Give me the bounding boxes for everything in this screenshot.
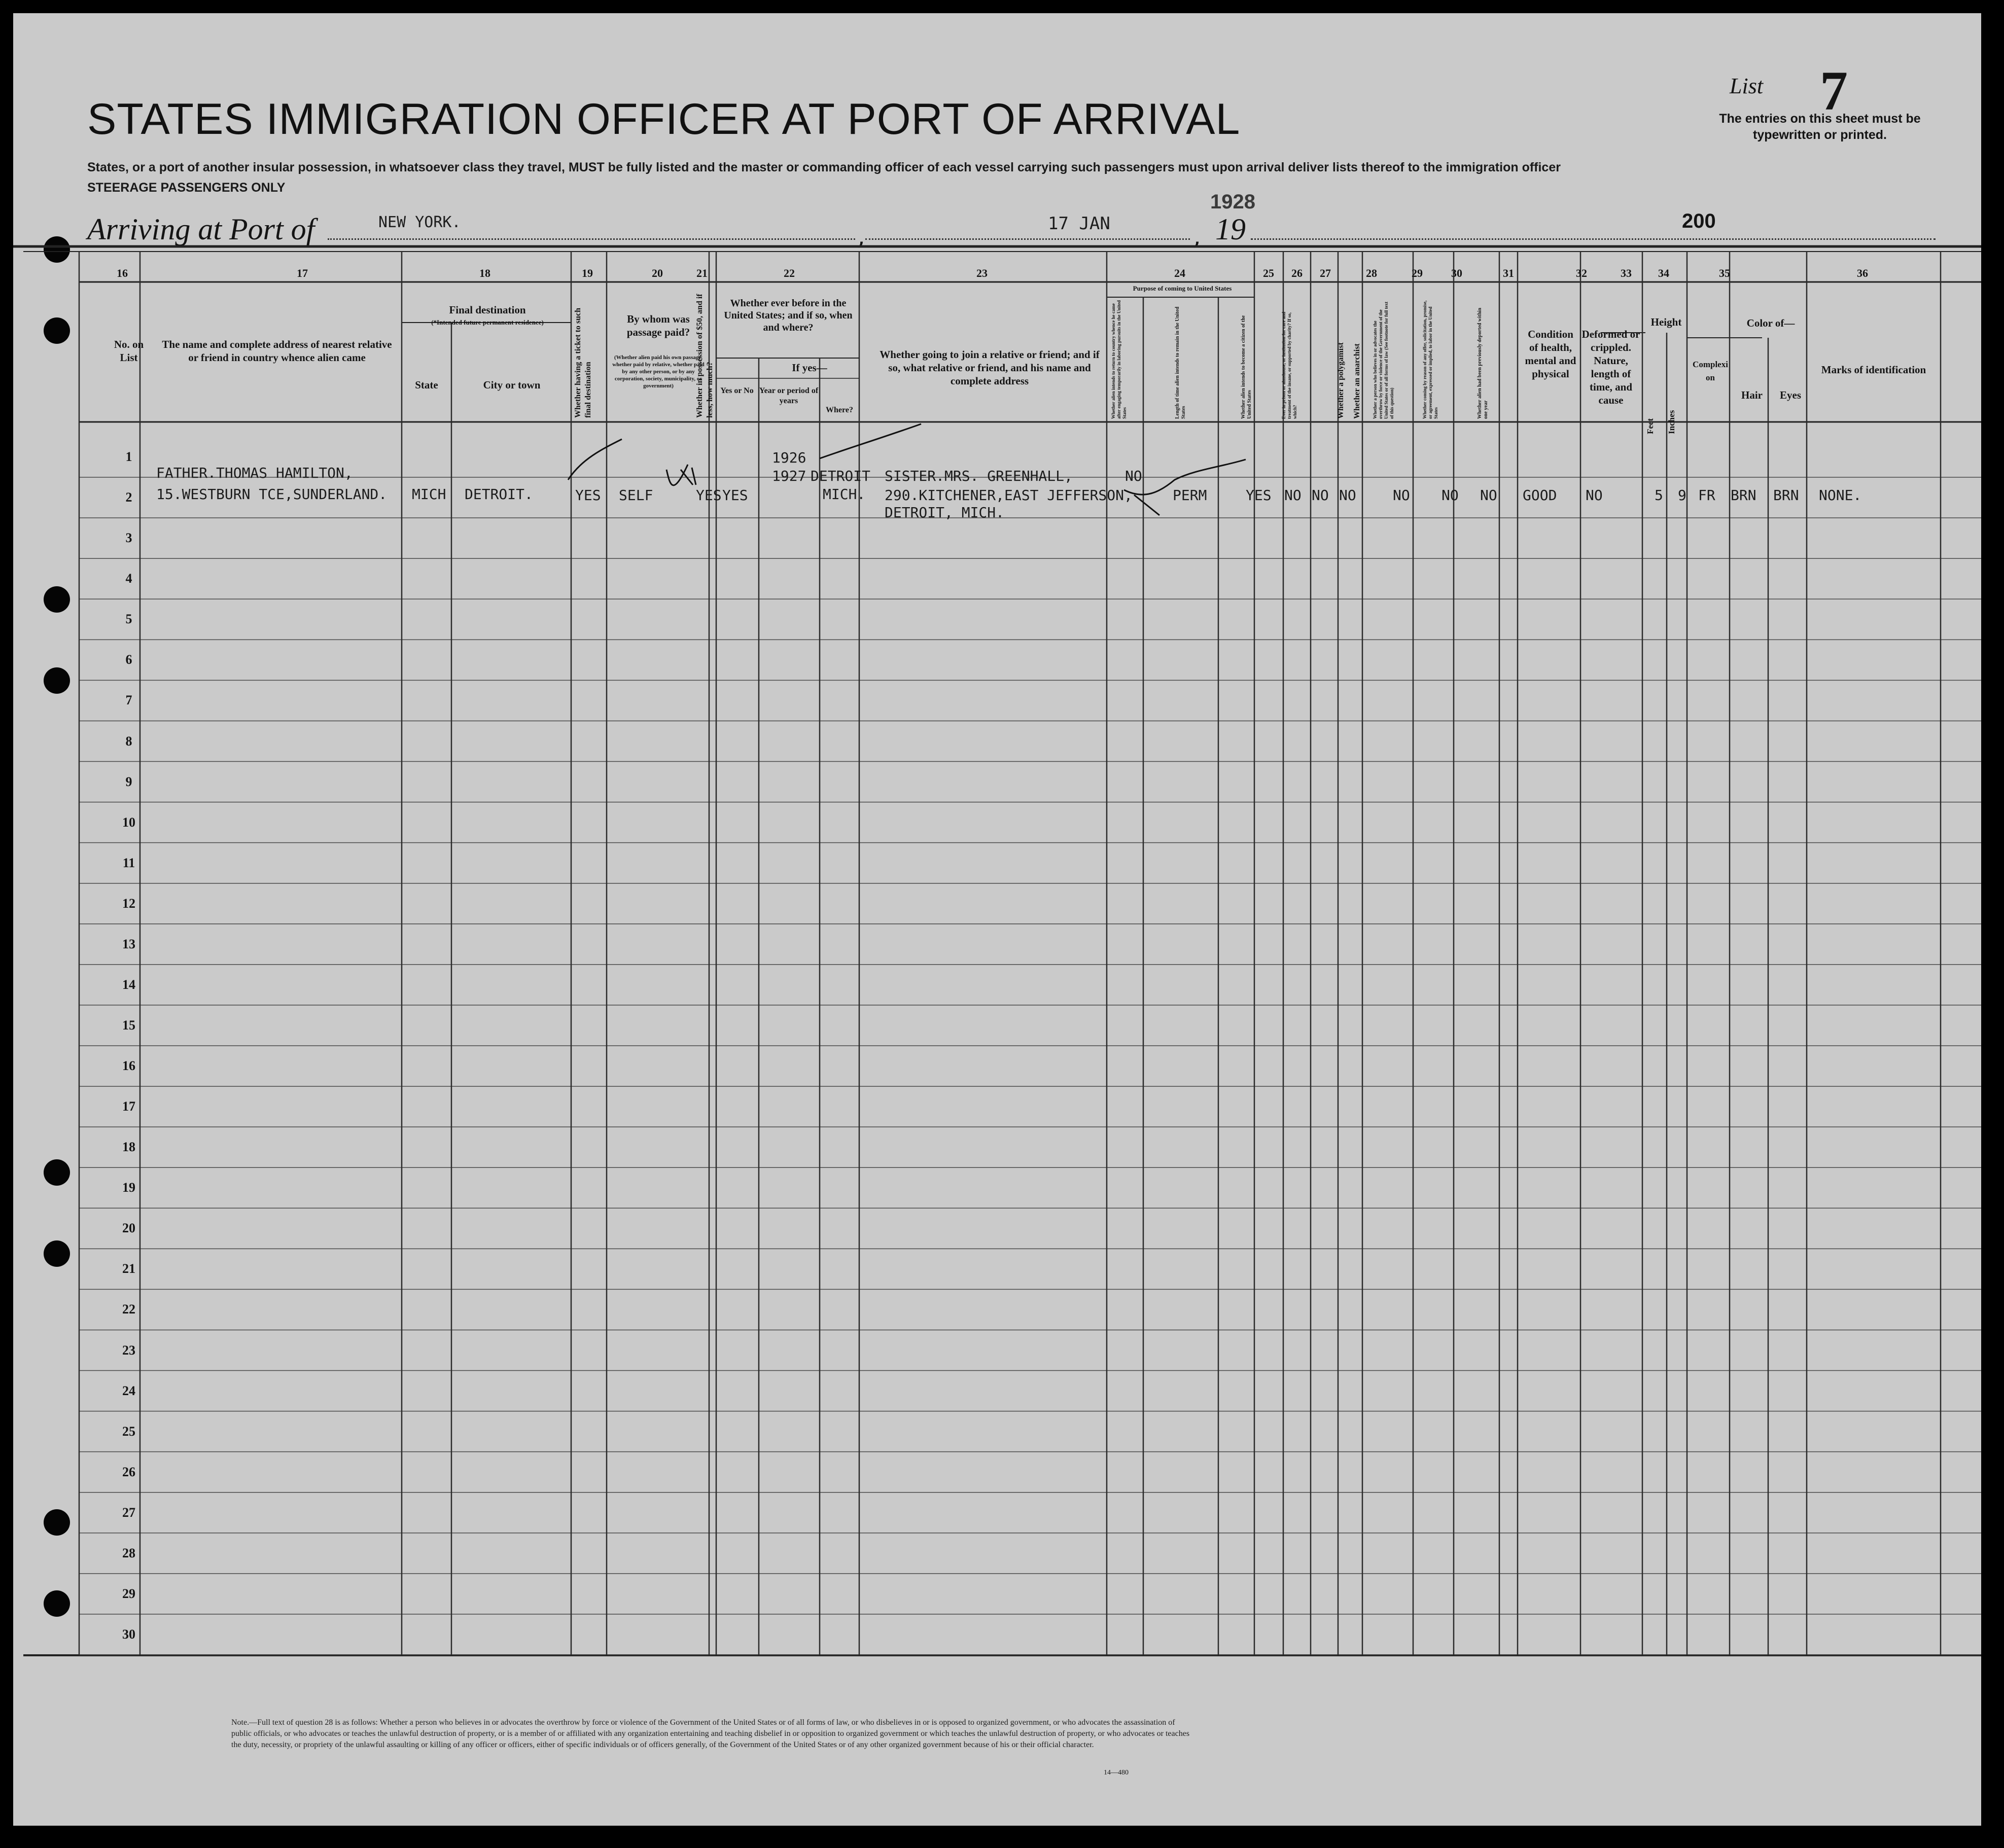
marks-header: Marks of identification xyxy=(1821,364,1926,376)
list-number: 7 xyxy=(1820,60,1848,122)
manifest-grid xyxy=(13,13,1981,1826)
deported-header: Whether alien had been previously deported within one year xyxy=(1477,307,1489,419)
row-number: 9 xyxy=(125,774,132,789)
row-number: 4 xyxy=(125,571,132,586)
row-number: 27 xyxy=(122,1505,135,1520)
complexion-header: Complexion xyxy=(1693,360,1728,382)
row-number: 29 xyxy=(122,1586,135,1601)
row-number: 25 xyxy=(122,1424,135,1439)
row-number: 5 xyxy=(125,612,132,627)
row-number: 17 xyxy=(122,1099,135,1114)
arriving-label: Arriving at Port of xyxy=(87,212,315,246)
row-number: 11 xyxy=(122,855,135,870)
entry-prison: NO xyxy=(1284,487,1302,504)
city-header: City or town xyxy=(483,379,541,391)
entry-length-stay: PERM xyxy=(1173,487,1207,504)
no-on-list-header: No. on List xyxy=(114,338,144,364)
column-number: 33 xyxy=(1621,267,1632,279)
before-in-us-header: Whether ever before in the United States; and if so, when and where? xyxy=(724,298,853,333)
if-yes-header: If yes— xyxy=(792,362,827,374)
purpose-return-header: Whether alien intends to return to country whence he came after engaging temporarily in laboring pursuits in the United States xyxy=(1111,300,1127,419)
date-value: 17 JAN xyxy=(1048,214,1110,234)
column-number: 17 xyxy=(297,267,308,279)
column-number: 22 xyxy=(784,267,795,279)
row-number: 22 xyxy=(122,1302,135,1317)
column-number: 34 xyxy=(1658,267,1669,279)
polygamist-header: Whether a polygamist xyxy=(1337,342,1345,419)
purpose-header: Purpose of coming to United States xyxy=(1133,285,1232,292)
form-instructions: States, or a port of another insular possession, in whatsoever class they travel, MUST be fully listed and the master or commanding officer of each vessel carrying such passengers must upon arrival deliver lists thereof to the immigration officer xyxy=(87,160,1561,174)
prison-header: Ever in prison or almshouse, or institution for care and treatment of the insane, or supported by charity? If so, which? xyxy=(1281,311,1297,419)
year-stamp: 1928 xyxy=(1210,191,1255,213)
overthrow-header: Whether a person who believes in or advocates the overthrow by force or violence of the Government of the United States or of all forms of law (See footnote for full text of this question) xyxy=(1373,301,1394,419)
row-number: 7 xyxy=(125,693,132,708)
entry-city: DETROIT. xyxy=(465,486,533,503)
purpose-length-header: Length of time alien intends to remain in the United States xyxy=(1175,306,1186,419)
condition-header: Condition of health, mental and physical xyxy=(1525,328,1576,380)
contract-labor-header: Whether coming by reason of any offer, solicitation, promise, or agreement, expressed or implied, to labor in the United States xyxy=(1422,300,1438,419)
entry-years-1: 1926 xyxy=(772,449,806,466)
passenger-class: STEERAGE PASSENGERS ONLY xyxy=(87,181,286,195)
port-value: NEW YORK. xyxy=(378,214,461,231)
column-number: 16 xyxy=(117,267,128,279)
ticket-header: Whether having a ticket to such final destination xyxy=(574,307,592,418)
entry-contract: NO xyxy=(1442,487,1459,504)
entry-years-2: 1927 xyxy=(772,468,806,484)
entry-deported: NO xyxy=(1480,487,1497,504)
purpose-citizen-header: Whether alien intends to become a citizen of the United States xyxy=(1241,315,1252,419)
joining-header: Whether going to join a relative or friend; and if so, what relative or friend, and his name and complete address xyxy=(880,348,1100,387)
footnote: Note.—Full text of question 28 is as follows: Whether a person who believes in or advocates the overthrow by force or violence of the Government of the United States or of all forms of law, or who disbelieves in or is opposed to organized government, or who advocates the assassination of public officials, or who advocates or teaches the unlawful destruction of property, or is a member of or affiliated with any organization entertaining and teaching disbelief in or opposition to organized government or which teaches the unlawful destruction of property, or who advocates or teaches the duty, necessity, or propriety of the unlawful assaulting or killing of any officer or officers, either of specific individuals or of officers generally, of the Government of the United States or of any other organized government because of his or their official character. xyxy=(231,1718,1190,1749)
row-number: 10 xyxy=(122,814,135,830)
entry-inches: 9 xyxy=(1678,487,1686,504)
entry-complexion: FR xyxy=(1698,487,1715,504)
year-period-header: Year or period of years xyxy=(759,386,819,405)
row-number: 16 xyxy=(122,1058,135,1074)
entry-relative-line2: 15.WESTBURN TCE,SUNDERLAND. xyxy=(156,486,388,503)
column-number: 25 xyxy=(1263,267,1274,279)
column-number: 20 xyxy=(652,267,663,279)
row-number: 8 xyxy=(125,733,132,749)
column-number: 30 xyxy=(1451,267,1462,279)
typewritten-note: The entries on this sheet must be typewritten or printed. xyxy=(1719,112,1921,142)
entry-ticket: YES xyxy=(575,487,601,504)
fifty-dollars-header: Whether in possession of $50, and if less, how much? xyxy=(695,294,714,418)
entry-before-yes: YES xyxy=(722,487,748,504)
comma-mark: , xyxy=(1193,221,1201,251)
row-number: 21 xyxy=(122,1261,135,1276)
row-number: 6 xyxy=(125,652,132,667)
column-number: 18 xyxy=(479,267,490,279)
entry-relative-line1: FATHER.THOMAS HAMILTON, xyxy=(156,465,353,481)
row-number: 28 xyxy=(122,1545,135,1560)
column-number: 29 xyxy=(1412,267,1423,279)
row-number: 13 xyxy=(122,936,135,951)
comma-mark: , xyxy=(857,221,865,251)
entry-condition: GOOD xyxy=(1523,487,1557,504)
entry-paid-by: SELF xyxy=(619,487,653,504)
row-number: 2 xyxy=(125,490,132,505)
entry-fifty: YES xyxy=(696,487,722,504)
row-number: 23 xyxy=(122,1342,135,1358)
column-number: 28 xyxy=(1366,267,1377,279)
entry-polygamist: NO xyxy=(1312,487,1329,504)
row-number: 20 xyxy=(122,1221,135,1236)
passage-paid-header: By whom was passage paid? xyxy=(626,313,690,338)
state-header: State xyxy=(415,379,438,391)
row-number: 1 xyxy=(125,449,132,465)
row-number: 30 xyxy=(122,1626,135,1642)
yes-no-header: Yes or No xyxy=(720,386,754,395)
year-prefix: 19 xyxy=(1215,212,1246,246)
feet-header: Feet xyxy=(1645,418,1655,434)
sheet-number: 200 xyxy=(1682,210,1716,232)
column-number: 32 xyxy=(1576,267,1587,279)
row-number: 3 xyxy=(125,530,132,546)
form-title: STATES IMMIGRATION OFFICER AT PORT OF ARRIVAL xyxy=(87,95,1241,144)
anarchist-header: Whether an anarchist xyxy=(1353,343,1361,419)
eyes-header: Eyes xyxy=(1780,389,1801,401)
row-number: 14 xyxy=(122,977,135,992)
where-header: Where? xyxy=(826,406,853,414)
entry-marks: NONE. xyxy=(1819,487,1862,504)
list-label: List xyxy=(1730,74,1764,98)
entry-overthrow: NO xyxy=(1393,487,1410,504)
row-number: 19 xyxy=(122,1180,135,1195)
column-number: 36 xyxy=(1857,267,1868,279)
deformed-header: Deformed or crippled. Nature, length of time, and cause xyxy=(1581,328,1640,406)
form-number: 14—480 xyxy=(1104,1769,1129,1776)
entry-anarchist: NO xyxy=(1339,487,1356,504)
row-number: 18 xyxy=(122,1140,135,1155)
row-number: 12 xyxy=(122,896,135,911)
entry-eyes: BRN xyxy=(1773,487,1799,504)
height-header: Height xyxy=(1650,316,1682,328)
entry-feet: 5 xyxy=(1655,487,1663,504)
column-number: 26 xyxy=(1291,267,1303,279)
entry-citizen: YES xyxy=(1246,487,1272,504)
passage-paid-note: (Whether alien paid his own passage, whether paid by relative, whether paid by any other person, or by any corporation, society, municipality, or government) xyxy=(612,354,705,389)
column-number: 19 xyxy=(582,267,593,279)
column-number: 27 xyxy=(1320,267,1331,279)
column-number: 23 xyxy=(976,267,988,279)
column-number: 21 xyxy=(696,267,708,279)
manifest-sheet xyxy=(13,13,1981,1826)
entry-joining-1: SISTER.MRS. GREENHALL, xyxy=(885,468,1073,484)
nearest-relative-header: The name and complete address of nearest relative or friend in country whence alien came xyxy=(162,338,392,364)
column-number: 31 xyxy=(1503,267,1514,279)
entry-joining-2: 290.KITCHENER,EAST JEFFERSON, xyxy=(885,487,1133,504)
entry-state: MICH xyxy=(412,486,446,503)
column-number: 35 xyxy=(1719,267,1730,279)
row-number: 26 xyxy=(122,1464,135,1479)
hair-header: Hair xyxy=(1741,389,1763,401)
color-of-header: Color of— xyxy=(1746,317,1795,329)
inches-header: Inches xyxy=(1667,410,1676,434)
column-number: 24 xyxy=(1174,267,1185,279)
row-number: 24 xyxy=(122,1383,135,1398)
entry-hair: BRN xyxy=(1731,487,1756,504)
entry-return-intent: NO xyxy=(1125,468,1142,484)
entry-where-1: DETROIT xyxy=(811,468,871,484)
entry-where-2: MICH. xyxy=(823,486,866,503)
entry-deformed: NO xyxy=(1586,487,1603,504)
final-destination-note: (*Intended future permanent residence) xyxy=(431,318,544,326)
entry-joining-3: DETROIT, MICH. xyxy=(885,504,1005,521)
final-destination-header: Final destination xyxy=(449,304,526,316)
row-number: 15 xyxy=(122,1017,135,1033)
